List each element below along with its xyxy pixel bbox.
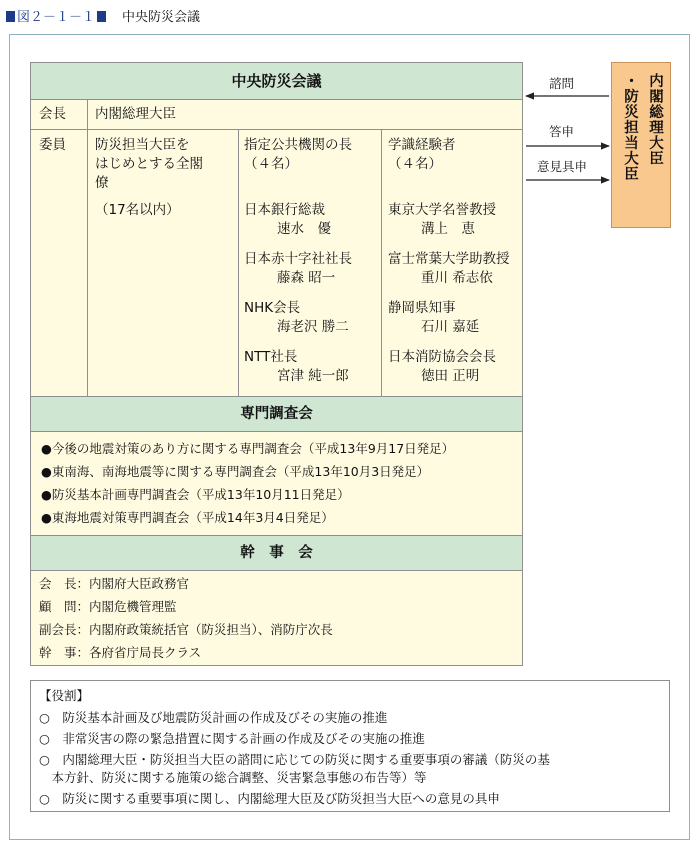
pm-line2: ・防災担当大臣 <box>622 73 638 182</box>
role-item: ○ 防災に関する重要事項に関し、内閣総理大臣及び防災担当大臣への意見の具申 <box>39 791 500 806</box>
col2-heading: 指定公共機関の長 <box>244 137 352 153</box>
title-square-icon <box>6 11 15 22</box>
member-name: 速水 優 <box>277 221 331 237</box>
member-name: 宮津 純一郎 <box>277 368 349 384</box>
col1-line: 僚 <box>95 175 109 191</box>
opinion-label: 意見具申 <box>537 159 588 174</box>
member-name: 徳田 正明 <box>421 368 480 384</box>
kanji-item: 会 長：内閣府大臣政務官 <box>39 576 190 591</box>
col2-heading: （４名） <box>244 156 298 172</box>
divider <box>87 99 88 396</box>
col1-line: 防災担当大臣を <box>95 137 190 153</box>
role-item: 本方針、防災に関する施策の総合調整、災害緊急事態の布告等）等 <box>39 770 427 785</box>
chair-label: 会長 <box>39 106 66 122</box>
col1-line: （17名以内） <box>95 202 180 218</box>
council-box <box>30 62 523 666</box>
expert-title: 専門調査会 <box>31 397 522 431</box>
inquiry-label: 諮問 <box>549 76 575 91</box>
expert-item: ●東南海、南海地震等に関する専門調査会（平成13年10月3日発足） <box>41 464 430 479</box>
divider <box>31 431 522 432</box>
member-position: NTT社長 <box>244 349 298 365</box>
divider <box>31 99 522 100</box>
council-title: 中央防災会議 <box>31 63 522 99</box>
answer-label: 答申 <box>549 124 575 139</box>
member-position: 静岡県知事 <box>388 300 456 316</box>
chair-value: 内閣総理大臣 <box>95 106 176 122</box>
figure-number: 図２－１－１ <box>17 10 96 25</box>
role-item: ○ 内閣総理大臣・防災担当大臣の諮問に応じての防災に関する重要事項の審議（防災の基 <box>39 752 550 767</box>
divider <box>381 129 382 396</box>
member-position: 日本赤十字社社長 <box>244 251 352 267</box>
figure-title <box>6 6 200 25</box>
member-position: 日本消防協会会長 <box>388 349 496 365</box>
expert-item: ●防災基本計画専門調査会（平成13年10月11日発足） <box>41 487 350 502</box>
member-name: 海老沢 勝二 <box>277 319 349 335</box>
pm-box <box>611 62 671 228</box>
pm-line1: 内閣総理大臣 <box>647 73 663 166</box>
kanji-title: 幹 事 会 <box>31 536 522 570</box>
members-label: 委員 <box>39 137 66 153</box>
role-item: ○ 防災基本計画及び地震防災計画の作成及びその実施の推進 <box>39 710 388 725</box>
figure-name: 中央防災会議 <box>122 10 201 25</box>
member-position: 日本銀行総裁 <box>244 202 325 218</box>
title-square-icon <box>97 11 106 22</box>
divider <box>31 570 522 571</box>
roles-heading: 【役割】 <box>39 688 90 703</box>
roles-box <box>30 680 670 812</box>
expert-item: ●東海地震対策専門調査会（平成14年3月4日発足） <box>41 510 334 525</box>
member-name: 藤森 昭一 <box>277 270 336 286</box>
member-name: 重川 希志依 <box>421 270 493 286</box>
divider <box>31 129 522 130</box>
kanji-item: 幹 事：各府省庁局長クラス <box>39 645 202 660</box>
role-item: ○ 非常災害の際の緊急措置に関する計画の作成及びその実施の推進 <box>39 731 425 746</box>
member-name: 溝上 恵 <box>421 221 475 237</box>
kanji-item: 副会長：内閣府政策統括官（防災担当）、消防庁次長 <box>39 622 333 637</box>
col1-line: はじめとする全閣 <box>95 156 203 172</box>
member-position: 富士常葉大学助教授 <box>388 251 510 267</box>
member-position: 東京大学名誉教授 <box>388 202 496 218</box>
col3-heading: （４名） <box>388 156 442 172</box>
expert-item: ●今後の地震対策のあり方に関する専門調査会（平成13年9月17日発足） <box>41 441 455 456</box>
member-name: 石川 嘉延 <box>421 319 480 335</box>
kanji-item: 顧 問：内閣危機管理監 <box>39 599 177 614</box>
divider <box>238 129 239 396</box>
col3-heading: 学識経験者 <box>388 137 456 153</box>
member-position: NHK会長 <box>244 300 301 316</box>
